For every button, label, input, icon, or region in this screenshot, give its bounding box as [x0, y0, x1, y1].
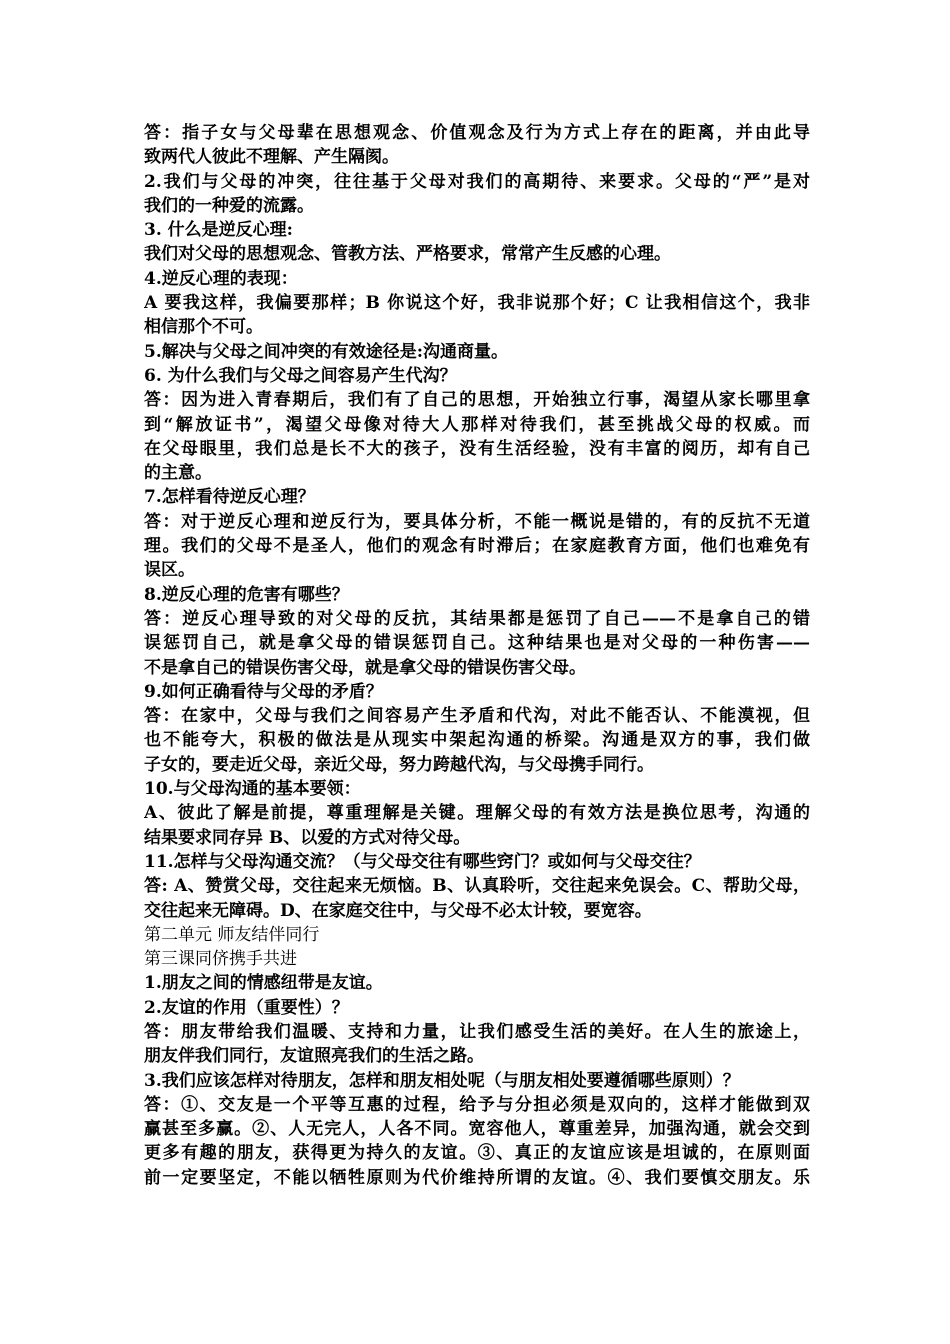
text-line: 5.解决与父母之间冲突的有效途径是:沟通商量。 [144, 341, 509, 362]
text-line: 第二单元 师友结伴同行 [144, 924, 320, 945]
text-line: 相信那个不可。 [144, 317, 263, 338]
text-line: 也不能夸大，积极的做法是从现实中架起沟通的桥梁。沟通是双方的事，我们做 [144, 730, 810, 751]
text-line: 4.逆反心理的表现： [144, 268, 298, 289]
text-line: 致两代人彼此不理解、产生隔阂。 [144, 147, 399, 168]
text-line: 赢甚至多赢。②、人无完人，人各不同。宽容他人，尊重差异，加强沟通，就会交到 [144, 1119, 810, 1140]
text-line: 3.我们应该怎样对待朋友，怎样和朋友相处呢（与朋友相处要遵循哪些原则）？ [144, 1070, 740, 1091]
text-line: 11.怎样与父母沟通交流？（与父母交往有哪些窍门？或如何与父母交往？ [144, 851, 701, 872]
text-line: 我们的一种爱的流露。 [144, 195, 314, 216]
text-line: 第三课同侪携手共进 [144, 949, 297, 970]
text-line: 7.怎样看待逆反心理？ [144, 487, 315, 508]
text-line: A 要我这样，我偏要那样；B 你说这个好，我非说那个好；C 让我相信这个，我非 [144, 293, 810, 314]
text-line: 答：在家中，父母与我们之间容易产生矛盾和代沟，对此不能否认、不能漠视，但 [144, 706, 810, 727]
text-line: 答：指子女与父母辈在思想观念、价值观念及行为方式上存在的距离，并由此导 [144, 123, 810, 143]
text-line: 6. 为什么我们与父母之间容易产生代沟？ [144, 365, 457, 386]
text-line: 答: A、赞赏父母，交往起来无烦恼。B、认真聆听，交往起来免误会。C、帮助父母， [144, 876, 810, 897]
text-line: 答：朋友带给我们温暖、支持和力量，让我们感受生活的美好。在人生的旅途上， [144, 1021, 810, 1042]
text-line: 答：逆反心理导致的对父母的反抗，其结果都是惩罚了自己——不是拿自己的错 [144, 608, 810, 629]
text-line: A、彼此了解是前提，尊重理解是关键。理解父母的有效方法是换位思考，沟通的 [144, 803, 810, 824]
text-line: 10.与父母沟通的基本要领： [144, 779, 361, 800]
text-line: 误区。 [144, 560, 195, 581]
text-line: 我们对父母的思想观念、管教方法、严格要求，常常产生反感的心理。 [144, 244, 671, 265]
text-line: 答：①、交友是一个平等互惠的过程，给予与分担必须是双向的，这样才能做到双 [144, 1094, 810, 1115]
text-line: 1.朋友之间的情感纽带是友谊。 [144, 973, 383, 994]
text-line: 3. 什么是逆反心理: [144, 220, 293, 241]
text-line: 误惩罚自己，就是拿父母的错误惩罚自己。这种结果也是对父母的一种伤害—— [144, 633, 810, 654]
text-line: 更多有趣的朋友，获得更为持久的友谊。③、真正的友谊应该是坦诚的，在原则面 [144, 1143, 810, 1164]
text-line: 2.我们与父母的冲突，往往基于父母对我们的高期待、来要求。父母的“严”是对 [144, 171, 810, 192]
text-line: 理。我们的父母不是圣人，他们的观念有时滞后；在家庭教育方面，他们也难免有 [144, 536, 810, 557]
text-line: 不是拿自己的错误伤害父母，就是拿父母的错误伤害父母。 [144, 657, 586, 678]
text-line: 9.如何正确看待与父母的矛盾？ [144, 681, 383, 702]
text-line: 结果要求同存异 B、以爱的方式对待父母。 [144, 827, 471, 848]
text-line: 朋友伴我们同行，友谊照亮我们的生活之路。 [144, 1046, 484, 1067]
text-line: 在父母眼里，我们总是长不大的孩子，没有生活经验，没有丰富的阅历，却有自己 [144, 438, 810, 459]
text-line: 的主意。 [144, 463, 212, 484]
document-body [144, 121, 810, 1190]
text-line: 8.逆反心理的危害有哪些？ [144, 584, 349, 605]
text-line: 2.友谊的作用（重要性）？ [144, 997, 349, 1018]
text-line: 前一定要坚定，不能以牺牲原则为代价维持所谓的友谊。④、我们要慎交朋友。乐 [144, 1167, 810, 1188]
text-line: 交往起来无障碍。D、在家庭交往中，与父母不必太计较，要宽容。 [144, 900, 652, 921]
text-line: 子女的，要走近父母，亲近父母，努力跨越代沟，与父母携手同行。 [144, 754, 654, 775]
text-line: 到“解放证书”，渴望父母像对待大人那样对待我们，甚至挑战父母的权威。而 [144, 414, 810, 435]
text-line: 答：因为进入青春期后，我们有了自己的思想，开始独立行事，渴望从家长哪里拿 [144, 390, 810, 411]
text-line: 答：对于逆反心理和逆反行为，要具体分析，不能一概说是错的，有的反抗不无道 [144, 511, 810, 532]
